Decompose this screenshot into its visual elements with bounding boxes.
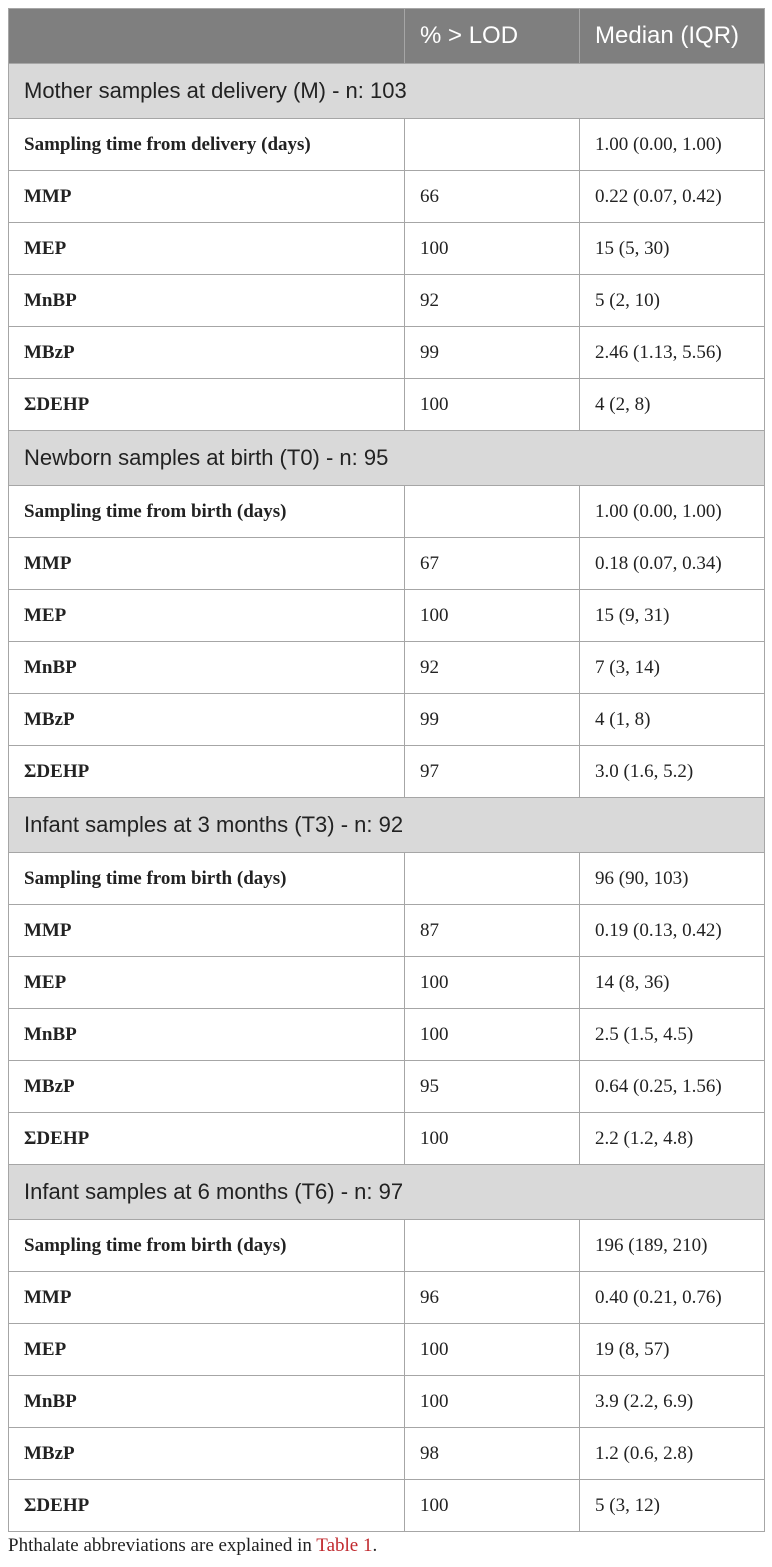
cell-lod: 100 bbox=[405, 379, 580, 431]
table-row bbox=[9, 853, 765, 905]
cell-lod: 92 bbox=[405, 275, 580, 327]
cell-median: 15 (9, 31) bbox=[580, 590, 765, 642]
cell-label: ΣDEHP bbox=[9, 1113, 405, 1165]
table-1-link[interactable]: Table 1 bbox=[316, 1535, 373, 1556]
cell-label: MEP bbox=[9, 1324, 405, 1376]
table-row bbox=[9, 327, 765, 379]
cell-label: MnBP bbox=[9, 275, 405, 327]
cell-lod: 100 bbox=[405, 1324, 580, 1376]
cell-lod: 100 bbox=[405, 1009, 580, 1061]
cell-label: MBzP bbox=[9, 327, 405, 379]
cell-label: ΣDEHP bbox=[9, 379, 405, 431]
cell-lod: 95 bbox=[405, 1061, 580, 1113]
cell-label: MBzP bbox=[9, 694, 405, 746]
cell-median: 0.64 (0.25, 1.56) bbox=[580, 1061, 765, 1113]
cell-lod: 98 bbox=[405, 1428, 580, 1480]
table-row bbox=[9, 1324, 765, 1376]
table-row bbox=[9, 905, 765, 957]
cell-lod: 66 bbox=[405, 171, 580, 223]
cell-median: 2.5 (1.5, 4.5) bbox=[580, 1009, 765, 1061]
cell-median: 96 (90, 103) bbox=[580, 853, 765, 905]
cell-median: 15 (5, 30) bbox=[580, 223, 765, 275]
table-row bbox=[9, 1220, 765, 1272]
table-row bbox=[9, 1428, 765, 1480]
section-title: Newborn samples at birth (T0) - n: 95 bbox=[9, 431, 765, 486]
cell-lod: 96 bbox=[405, 1272, 580, 1324]
table-row bbox=[9, 1061, 765, 1113]
cell-lod: 99 bbox=[405, 327, 580, 379]
cell-label: MMP bbox=[9, 538, 405, 590]
table-row bbox=[9, 1272, 765, 1324]
cell-label: Sampling time from birth (days) bbox=[9, 486, 405, 538]
cell-lod bbox=[405, 853, 580, 905]
cell-median: 0.19 (0.13, 0.42) bbox=[580, 905, 765, 957]
table-row bbox=[9, 746, 765, 798]
cell-median: 0.40 (0.21, 0.76) bbox=[580, 1272, 765, 1324]
table-row bbox=[9, 1376, 765, 1428]
cell-label: Sampling time from birth (days) bbox=[9, 1220, 405, 1272]
footnote bbox=[8, 1535, 377, 1557]
cell-median: 4 (1, 8) bbox=[580, 694, 765, 746]
cell-lod: 100 bbox=[405, 590, 580, 642]
cell-median: 196 (189, 210) bbox=[580, 1220, 765, 1272]
cell-median: 1.00 (0.00, 1.00) bbox=[580, 486, 765, 538]
cell-lod bbox=[405, 119, 580, 171]
cell-label: Sampling time from delivery (days) bbox=[9, 119, 405, 171]
cell-median: 5 (2, 10) bbox=[580, 275, 765, 327]
cell-label: MnBP bbox=[9, 1376, 405, 1428]
section-row bbox=[9, 64, 765, 119]
cell-label: ΣDEHP bbox=[9, 746, 405, 798]
data-table bbox=[8, 8, 765, 1532]
cell-median: 1.00 (0.00, 1.00) bbox=[580, 119, 765, 171]
cell-label: MMP bbox=[9, 1272, 405, 1324]
cell-lod: 99 bbox=[405, 694, 580, 746]
cell-median: 4 (2, 8) bbox=[580, 379, 765, 431]
table-row bbox=[9, 1009, 765, 1061]
cell-label: MEP bbox=[9, 223, 405, 275]
cell-lod: 100 bbox=[405, 957, 580, 1009]
cell-median: 0.22 (0.07, 0.42) bbox=[580, 171, 765, 223]
cell-label: ΣDEHP bbox=[9, 1480, 405, 1532]
header-median: Median (IQR) bbox=[580, 9, 765, 64]
table-row bbox=[9, 379, 765, 431]
cell-median: 14 (8, 36) bbox=[580, 957, 765, 1009]
section-row bbox=[9, 431, 765, 486]
cell-median: 3.0 (1.6, 5.2) bbox=[580, 746, 765, 798]
section-row bbox=[9, 798, 765, 853]
cell-label: MBzP bbox=[9, 1061, 405, 1113]
cell-lod bbox=[405, 1220, 580, 1272]
section-title: Infant samples at 3 months (T3) - n: 92 bbox=[9, 798, 765, 853]
cell-label: MEP bbox=[9, 590, 405, 642]
table-row bbox=[9, 642, 765, 694]
cell-label: MMP bbox=[9, 905, 405, 957]
cell-label: MEP bbox=[9, 957, 405, 1009]
cell-label: Sampling time from birth (days) bbox=[9, 853, 405, 905]
cell-median: 19 (8, 57) bbox=[580, 1324, 765, 1376]
cell-label: MnBP bbox=[9, 1009, 405, 1061]
header-row bbox=[9, 9, 765, 64]
cell-median: 2.2 (1.2, 4.8) bbox=[580, 1113, 765, 1165]
cell-median: 0.18 (0.07, 0.34) bbox=[580, 538, 765, 590]
table-row bbox=[9, 1480, 765, 1532]
table-row bbox=[9, 486, 765, 538]
cell-label: MMP bbox=[9, 171, 405, 223]
table-row bbox=[9, 119, 765, 171]
cell-lod: 100 bbox=[405, 1480, 580, 1532]
table-body bbox=[9, 64, 765, 1532]
cell-lod: 100 bbox=[405, 1113, 580, 1165]
table-row bbox=[9, 590, 765, 642]
cell-median: 5 (3, 12) bbox=[580, 1480, 765, 1532]
cell-lod: 97 bbox=[405, 746, 580, 798]
table-row bbox=[9, 957, 765, 1009]
section-title: Infant samples at 6 months (T6) - n: 97 bbox=[9, 1165, 765, 1220]
footnote-text: Phthalate abbreviations are explained in bbox=[8, 1535, 317, 1556]
section-row bbox=[9, 1165, 765, 1220]
cell-lod: 100 bbox=[405, 1376, 580, 1428]
cell-median: 2.46 (1.13, 5.56) bbox=[580, 327, 765, 379]
table-row bbox=[9, 275, 765, 327]
cell-lod: 67 bbox=[405, 538, 580, 590]
table-row bbox=[9, 538, 765, 590]
table-row bbox=[9, 223, 765, 275]
header-lod: % > LOD bbox=[405, 9, 580, 64]
cell-median: 1.2 (0.6, 2.8) bbox=[580, 1428, 765, 1480]
cell-label: MBzP bbox=[9, 1428, 405, 1480]
table-row bbox=[9, 171, 765, 223]
cell-lod: 92 bbox=[405, 642, 580, 694]
cell-label: MnBP bbox=[9, 642, 405, 694]
footnote-end: . bbox=[372, 1535, 378, 1556]
header-empty bbox=[9, 9, 405, 64]
cell-median: 3.9 (2.2, 6.9) bbox=[580, 1376, 765, 1428]
cell-lod: 87 bbox=[405, 905, 580, 957]
cell-median: 7 (3, 14) bbox=[580, 642, 765, 694]
cell-lod: 100 bbox=[405, 223, 580, 275]
table-row bbox=[9, 1113, 765, 1165]
cell-lod bbox=[405, 486, 580, 538]
section-title: Mother samples at delivery (M) - n: 103 bbox=[9, 64, 765, 119]
table-row bbox=[9, 694, 765, 746]
